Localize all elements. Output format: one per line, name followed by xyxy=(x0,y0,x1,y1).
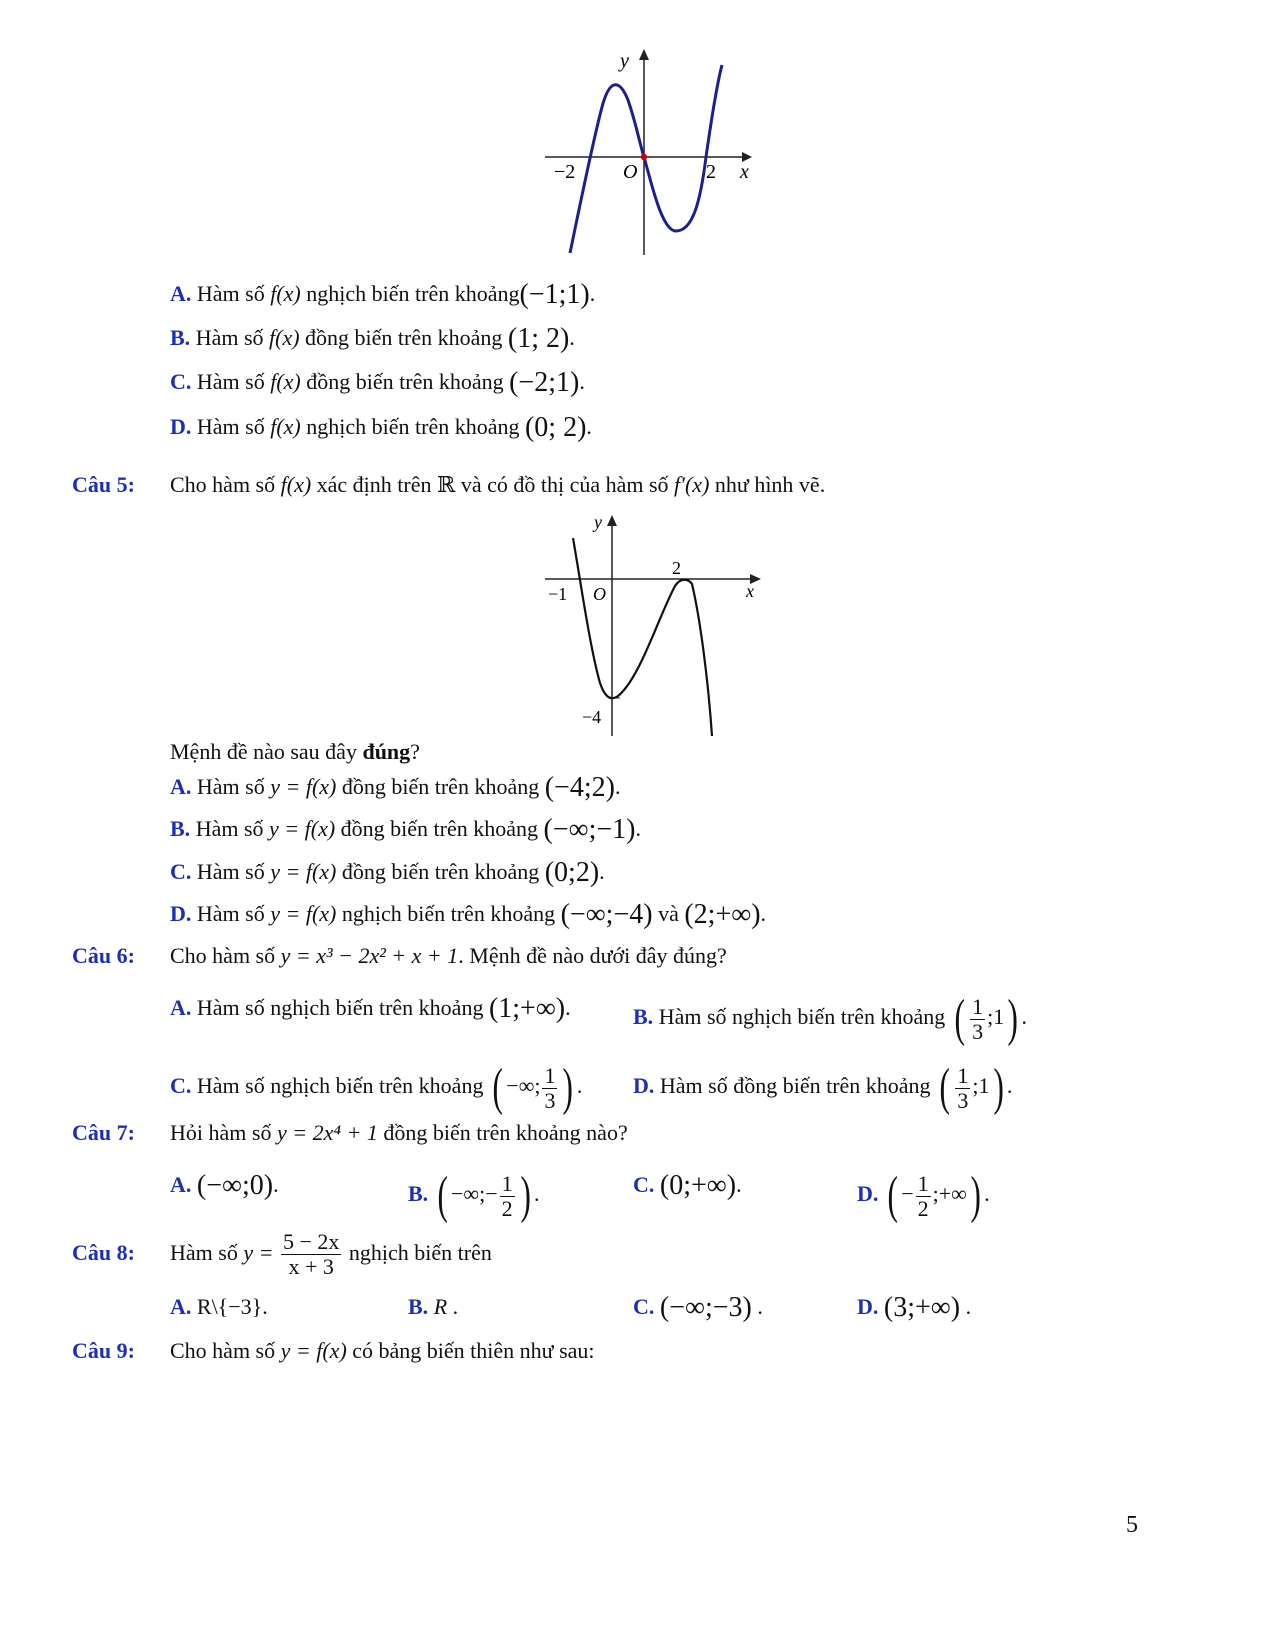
function-notation: f′(x) xyxy=(674,472,710,497)
stem-text: Cho hàm số xyxy=(170,1338,281,1363)
answer-value: (−∞;−3) xyxy=(659,1292,752,1323)
interval: (0;+∞) xyxy=(659,1170,737,1201)
axis-y-label: y xyxy=(620,50,629,72)
option-text: Hàm số đồng biến trên khoảng xyxy=(659,1073,937,1099)
interval-rest: ;1 xyxy=(987,1004,1005,1030)
punctuation: . xyxy=(565,995,571,1020)
option-label: C. xyxy=(633,1294,655,1319)
option-text: nghịch biến trên khoảng xyxy=(336,901,561,926)
stem-text: Hỏi hàm số xyxy=(170,1120,277,1145)
paren-right: ) xyxy=(562,1059,574,1116)
interval: (1; 2) xyxy=(507,323,570,354)
numerator: 5 − 2x xyxy=(282,1229,340,1255)
fraction xyxy=(500,1172,515,1221)
q7-option-d[interactable] xyxy=(857,1167,990,1224)
option-text: Hàm số nghịch biến trên khoảng xyxy=(658,1004,951,1030)
option-prefix: Hàm số xyxy=(196,774,271,799)
prompt-text: Mệnh đề nào sau đây xyxy=(170,739,363,764)
stem-text: . Mệnh đề nào dưới đây đúng? xyxy=(458,943,727,968)
q7-option-c[interactable] xyxy=(633,1170,742,1201)
prompt-text: ? xyxy=(410,739,420,764)
option-prefix: Hàm số xyxy=(196,414,271,439)
origin-label: O xyxy=(593,584,606,604)
option-text: Hàm số nghịch biến trên khoảng xyxy=(196,1073,489,1099)
function-notation: f(x) xyxy=(280,472,312,497)
stem-text: xác định trên xyxy=(311,472,438,497)
option-text: nghịch biến trên khoảng xyxy=(300,281,520,306)
fraction xyxy=(916,1172,931,1221)
q4-option-a[interactable] xyxy=(170,279,595,310)
question-label: Câu 9: xyxy=(72,1338,135,1363)
option-label: A. xyxy=(170,774,192,799)
tick-neg4-label: −4 xyxy=(582,707,602,727)
q6-option-d[interactable] xyxy=(633,1059,1013,1116)
option-label: B. xyxy=(170,325,191,350)
numerator: 1 xyxy=(972,993,984,1019)
stem-text: như hình vẽ. xyxy=(709,472,826,497)
punctuation: . xyxy=(579,369,585,394)
punctuation: . xyxy=(984,1181,990,1207)
paren-right: ) xyxy=(970,1167,981,1224)
formula: y = x³ − 2x² + x + 1 xyxy=(280,943,459,968)
denominator: 2 xyxy=(917,1195,929,1221)
q5-option-b[interactable] xyxy=(170,814,641,845)
paren-left: ( xyxy=(437,1167,448,1224)
paren-left: ( xyxy=(954,990,965,1047)
question-label: Câu 6: xyxy=(72,943,135,968)
numerator: 1 xyxy=(501,1170,513,1196)
option-text: đồng biến trên khoảng xyxy=(336,859,545,884)
punctuation: . xyxy=(447,1294,459,1319)
punctuation: . xyxy=(586,414,592,439)
function-notation: y = f(x) xyxy=(269,816,336,841)
denominator: 3 xyxy=(957,1087,969,1113)
punctuation: . xyxy=(533,1181,540,1207)
option-label: B. xyxy=(170,816,191,841)
punctuation: . xyxy=(599,859,605,884)
q7-option-a[interactable] xyxy=(170,1170,279,1201)
option-text: đồng biến trên khoảng xyxy=(336,774,545,799)
option-text: đồng biến trên khoảng xyxy=(300,369,510,394)
stem-text: đồng biến trên khoảng nào? xyxy=(377,1120,628,1145)
q8-option-b[interactable] xyxy=(408,1292,458,1322)
option-text: đồng biến trên khoảng xyxy=(335,816,544,841)
option-prefix: Hàm số xyxy=(196,859,271,884)
option-label: C. xyxy=(170,1073,192,1099)
punctuation: . xyxy=(589,281,596,306)
question-prompt xyxy=(170,737,420,767)
stem-text: có bảng biến thiên như sau: xyxy=(346,1338,595,1363)
q8-option-c[interactable] xyxy=(633,1292,763,1323)
q5-option-a[interactable] xyxy=(170,772,620,803)
option-label: B. xyxy=(408,1294,429,1319)
interval-prefix: −∞; xyxy=(506,1073,541,1099)
axis-y-label: y xyxy=(594,512,602,532)
question-stem xyxy=(170,1225,492,1281)
function-notation: y = f(x) xyxy=(270,859,337,884)
option-label: B. xyxy=(633,1004,654,1030)
interval: (−4;2) xyxy=(544,772,615,803)
punctuation: . xyxy=(262,1294,268,1319)
punctuation: . xyxy=(576,1073,583,1099)
denominator: 3 xyxy=(544,1087,556,1113)
axis-x-label: x xyxy=(740,161,749,183)
fraction xyxy=(281,1230,341,1279)
punctuation: . xyxy=(614,774,621,799)
punctuation: . xyxy=(635,816,641,841)
q8-option-d[interactable] xyxy=(857,1292,971,1323)
graph-cubic-fx xyxy=(540,45,760,260)
paren-left: ( xyxy=(939,1059,950,1116)
tick-neg2-label: −2 xyxy=(554,161,576,183)
option-prefix: Hàm số xyxy=(195,325,270,350)
graph-derivative-fprime xyxy=(540,508,770,740)
option-label: D. xyxy=(633,1073,655,1099)
option-text: Hàm số nghịch biến trên khoảng xyxy=(196,995,489,1020)
stem-text: nghịch biến trên xyxy=(343,1240,492,1265)
question-stem xyxy=(170,1118,628,1148)
answer-value: R xyxy=(433,1294,448,1319)
interval: (−2;1) xyxy=(509,367,580,398)
paren-left: ( xyxy=(887,1167,898,1224)
option-prefix: Hàm số xyxy=(196,369,271,394)
punctuation: . xyxy=(1021,1004,1028,1030)
punctuation: . xyxy=(960,1294,972,1319)
punctuation: . xyxy=(1006,1073,1013,1099)
q6-option-a[interactable] xyxy=(170,993,571,1024)
stem-text: Cho hàm số xyxy=(170,943,281,968)
numerator: 1 xyxy=(957,1062,969,1088)
interval: (1;+∞) xyxy=(488,993,566,1024)
option-label: C. xyxy=(170,369,192,394)
option-prefix: Hàm số xyxy=(195,816,270,841)
denominator: 3 xyxy=(972,1018,984,1044)
real-set-symbol: ℝ xyxy=(437,472,456,497)
numerator: 1 xyxy=(917,1170,929,1196)
option-label: C. xyxy=(170,859,192,884)
q4-option-c[interactable] xyxy=(170,367,585,398)
punctuation: . xyxy=(569,325,575,350)
option-text: và xyxy=(652,901,685,926)
answer-value: (3;+∞) xyxy=(883,1292,961,1323)
option-prefix: Hàm số xyxy=(196,281,271,306)
option-label: D. xyxy=(170,414,192,439)
function-notation: f(x) xyxy=(270,414,301,439)
option-label: A. xyxy=(170,995,192,1020)
q5-option-c[interactable] xyxy=(170,857,605,888)
function-notation: f(x) xyxy=(270,281,301,306)
q5-option-d[interactable] xyxy=(170,899,766,930)
formula: y = 2x⁴ + 1 xyxy=(276,1120,378,1145)
interval: (−1;1) xyxy=(519,279,590,310)
punctuation: . xyxy=(273,1172,279,1197)
tick-neg1-label: −1 xyxy=(548,584,568,604)
option-label: D. xyxy=(170,901,192,926)
option-label: A. xyxy=(170,1172,192,1197)
paren-right: ) xyxy=(1007,990,1019,1047)
tick-2-label: 2 xyxy=(706,161,716,183)
formula-lhs: y = xyxy=(243,1240,274,1265)
option-label: A. xyxy=(170,1294,192,1319)
punctuation: . xyxy=(751,1294,763,1319)
q6-option-c[interactable] xyxy=(170,1059,583,1116)
paren-left: ( xyxy=(492,1059,503,1116)
question-label: Câu 5: xyxy=(72,472,135,497)
denominator: 2 xyxy=(501,1195,513,1221)
q7-option-b[interactable] xyxy=(408,1167,540,1224)
interval: (0;2) xyxy=(544,857,600,888)
option-label: C. xyxy=(633,1172,655,1197)
question-stem xyxy=(170,941,727,971)
option-label: D. xyxy=(857,1294,879,1319)
paren-right: ) xyxy=(520,1167,531,1224)
interval: (−∞;−4) xyxy=(560,899,653,930)
origin-label: O xyxy=(623,161,638,183)
interval: (−∞;−1) xyxy=(543,814,636,845)
fraction xyxy=(970,995,985,1044)
question-label: Câu 8: xyxy=(72,1240,135,1265)
numerator: 1 xyxy=(544,1062,556,1088)
stem-text: Cho hàm số xyxy=(170,472,281,497)
interval-rest: ;+∞ xyxy=(932,1181,967,1207)
interval-prefix: −∞;− xyxy=(451,1181,498,1207)
option-text: nghịch biến trên khoảng xyxy=(300,414,525,439)
fraction xyxy=(955,1064,970,1113)
paren-right: ) xyxy=(992,1059,1004,1116)
q4-option-b[interactable] xyxy=(170,323,575,354)
interval-prefix: − xyxy=(901,1181,914,1207)
q6-option-b[interactable] xyxy=(633,990,1028,1047)
function-notation: y = f(x) xyxy=(270,774,337,799)
interval-rest: ;1 xyxy=(972,1073,990,1099)
interval: (0; 2) xyxy=(524,412,587,443)
function-notation: f(x) xyxy=(270,369,301,394)
interval: (−∞;0) xyxy=(196,1170,274,1201)
q8-option-a[interactable] xyxy=(170,1292,268,1322)
option-prefix: Hàm số xyxy=(196,901,271,926)
function-notation: f(x) xyxy=(269,325,300,350)
stem-text: Hàm số xyxy=(170,1240,244,1265)
axis-x-label: x xyxy=(746,581,754,601)
option-label: B. xyxy=(408,1181,429,1207)
question-stem xyxy=(170,470,825,500)
option-label: D. xyxy=(857,1181,879,1207)
prompt-bold: đúng xyxy=(362,739,411,764)
fraction xyxy=(542,1064,557,1113)
q4-option-d[interactable] xyxy=(170,412,592,443)
stem-text: và có đồ thị của hàm số xyxy=(455,472,675,497)
interval: (2;+∞) xyxy=(684,899,761,930)
function-notation: y = f(x) xyxy=(270,901,337,926)
answer-value: R\{−3} xyxy=(196,1294,263,1319)
question-stem xyxy=(170,1336,595,1366)
option-text: đồng biến trên khoảng xyxy=(299,325,508,350)
option-label: A. xyxy=(170,281,192,306)
question-label: Câu 7: xyxy=(72,1120,135,1145)
function-notation: y = f(x) xyxy=(280,1338,347,1363)
punctuation: . xyxy=(760,901,767,926)
page-number: 5 xyxy=(1126,1512,1138,1538)
tick-2-label: 2 xyxy=(672,558,681,578)
punctuation: . xyxy=(736,1172,742,1197)
denominator: x + 3 xyxy=(288,1254,334,1280)
